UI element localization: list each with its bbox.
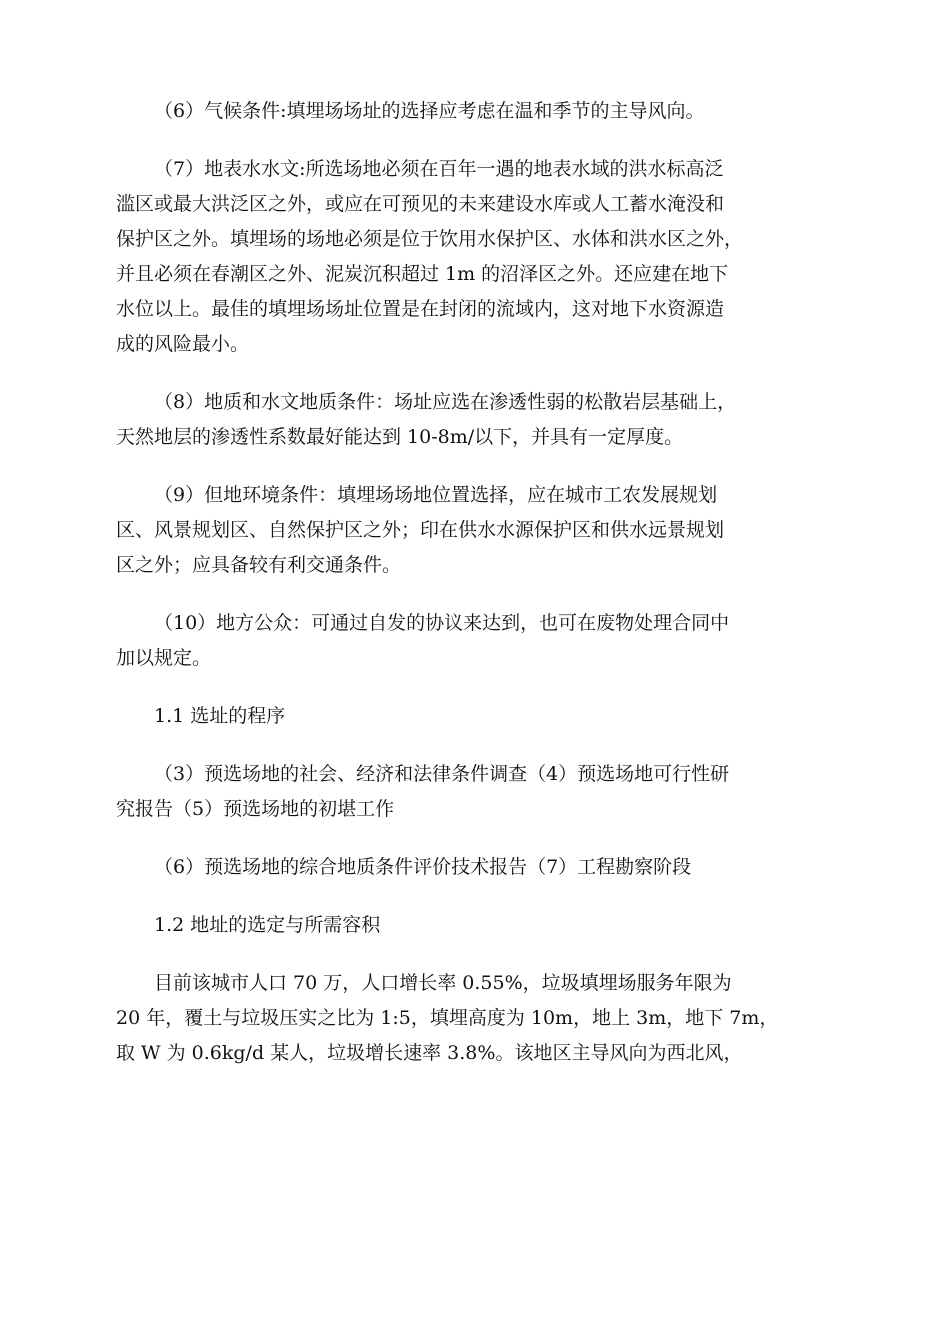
- paragraph-procedure-steps-a: [116, 757, 836, 827]
- text-line: 加以规定。: [116, 647, 212, 669]
- paragraph-local-public: [116, 606, 836, 676]
- paragraph-surface-hydrology: [116, 152, 836, 362]
- text-line: 滥区或最大洪泛区之外，或应在可预见的未来建设水库或人工蓄水淹没和: [116, 193, 725, 215]
- text-line: 取 W 为 0.6kg/d 某人，垃圾增长速率 3.8%。该地区主导风向为西北风，: [116, 1042, 743, 1064]
- text-line: 究报告（5）预选场地的初堪工作: [116, 798, 395, 820]
- text-line: （6）预选场地的综合地质条件评价技术报告（7）工程勘察阶段: [154, 856, 692, 878]
- text-line: （7）地表水水文:所选场地必须在百年一遇的地表水域的洪水标高泛: [154, 158, 724, 180]
- text-line: 区之外；应具备较有利交通条件。: [116, 554, 402, 576]
- text-line: 并且必须在春潮区之外、泥炭沉积超过 1m 的沼泽区之外。还应建在地下: [116, 263, 729, 285]
- paragraph-city-population-data: [116, 966, 836, 1071]
- heading-text: 1.2 地址的选定与所需容积: [154, 914, 381, 936]
- text-line: （3）预选场地的社会、经济和法律条件调查（4）预选场地可行性研: [154, 763, 730, 785]
- text-line: 区、风景规划区、自然保护区之外；印在供水水源保护区和供水远景规划: [116, 519, 725, 541]
- paragraph-procedure-steps-b: [116, 850, 836, 885]
- paragraph-climate-conditions: [116, 94, 836, 129]
- document-body: [116, 94, 836, 1094]
- text-line: （6）气候条件:填埋场场址的选择应考虑在温和季节的主导风向。: [154, 100, 705, 122]
- text-line: 保护区之外。填埋场的场地必须是位于饮用水保护区、水体和洪水区之外，: [116, 228, 744, 250]
- text-line: 水位以上。最佳的填埋场场址位置是在封闭的流域内，这对地下水资源造: [116, 298, 725, 320]
- text-line: 20 年，覆土与垃圾压实之比为 1:5，填埋高度为 10m，地上 3m，地下 7m，: [116, 1007, 779, 1029]
- section-heading-site-selection-procedure: [116, 699, 836, 734]
- paragraph-environment-conditions: [116, 478, 836, 583]
- text-line: （9）但地环境条件：填埋场场地位置选择，应在城市工农发展规划: [154, 484, 718, 506]
- text-line: 目前该城市人口 70 万，人口增长率 0.55%，垃圾填埋场服务年限为: [154, 972, 732, 994]
- paragraph-geology-hydrogeology: [116, 385, 836, 455]
- section-heading-site-and-capacity: [116, 908, 836, 943]
- text-line: 成的风险最小。: [116, 333, 250, 355]
- text-line: 天然地层的渗透性系数最好能达到 10-8m/以下，并具有一定厚度。: [116, 426, 684, 448]
- heading-text: 1.1 选址的程序: [154, 705, 286, 727]
- text-line: （10）地方公众：可通过自发的协议来达到，也可在废物处理合同中: [154, 612, 730, 634]
- text-line: （8）地质和水文地质条件：场址应选在渗透性弱的松散岩层基础上，: [154, 391, 737, 413]
